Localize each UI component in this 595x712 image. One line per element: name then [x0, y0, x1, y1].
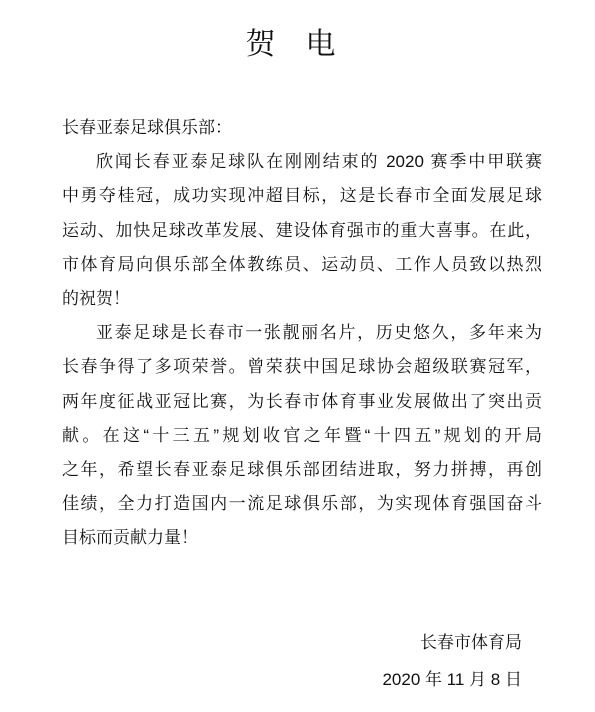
paragraph-2-line: 目标而贡献力量！: [62, 528, 198, 548]
signature-block: [382, 624, 522, 698]
paragraph-1-line: 运动、加快足球改革发展、建设体育强市的重大喜事。在此，: [62, 220, 542, 240]
paragraph-2: [62, 316, 542, 555]
paragraph-2-line: 佳绩，全力打造国内一流足球俱乐部，为实现体育强国奋斗: [62, 494, 542, 514]
issue-date: 2020 年 11 月 8 日: [382, 670, 522, 689]
paragraph-1-line: 市体育局向俱乐部全体教练员、运动员、工作人员致以热烈: [62, 254, 542, 274]
paragraph-2-line: 长春争得了多项荣誉。曾荣获中国足球协会超级联赛冠军，: [62, 357, 542, 377]
paragraph-1-line: 中勇夺桂冠，成功实现冲超目标，这是长春市全面发展足球: [62, 186, 542, 206]
issuer-name: 长春市体育局: [420, 633, 522, 652]
document-body: [62, 111, 542, 555]
paragraph-1-line: 的祝贺！: [62, 288, 130, 308]
paragraph-2-line: 两年度征战亚冠比赛，为长春市体育事业发展做出了突出贡: [62, 391, 542, 411]
document-title: 贺 电: [245, 27, 336, 62]
paragraph-1: [62, 145, 542, 316]
paragraph-2-line: 亚泰足球是长春市一张靓丽名片，历史悠久，多年来为: [96, 323, 542, 343]
paragraph-1-line: 欣闻长春亚泰足球队在刚刚结束的 2020 赛季中甲联赛: [96, 152, 542, 172]
salutation: 长春亚泰足球俱乐部：: [62, 118, 232, 137]
paragraph-2-line: 献。在这“十三五”规划收官之年暨“十四五”规划的开局: [62, 425, 542, 445]
paragraph-2-line: 之年，希望长春亚泰足球俱乐部团结进取，努力拼搏，再创: [62, 459, 542, 479]
